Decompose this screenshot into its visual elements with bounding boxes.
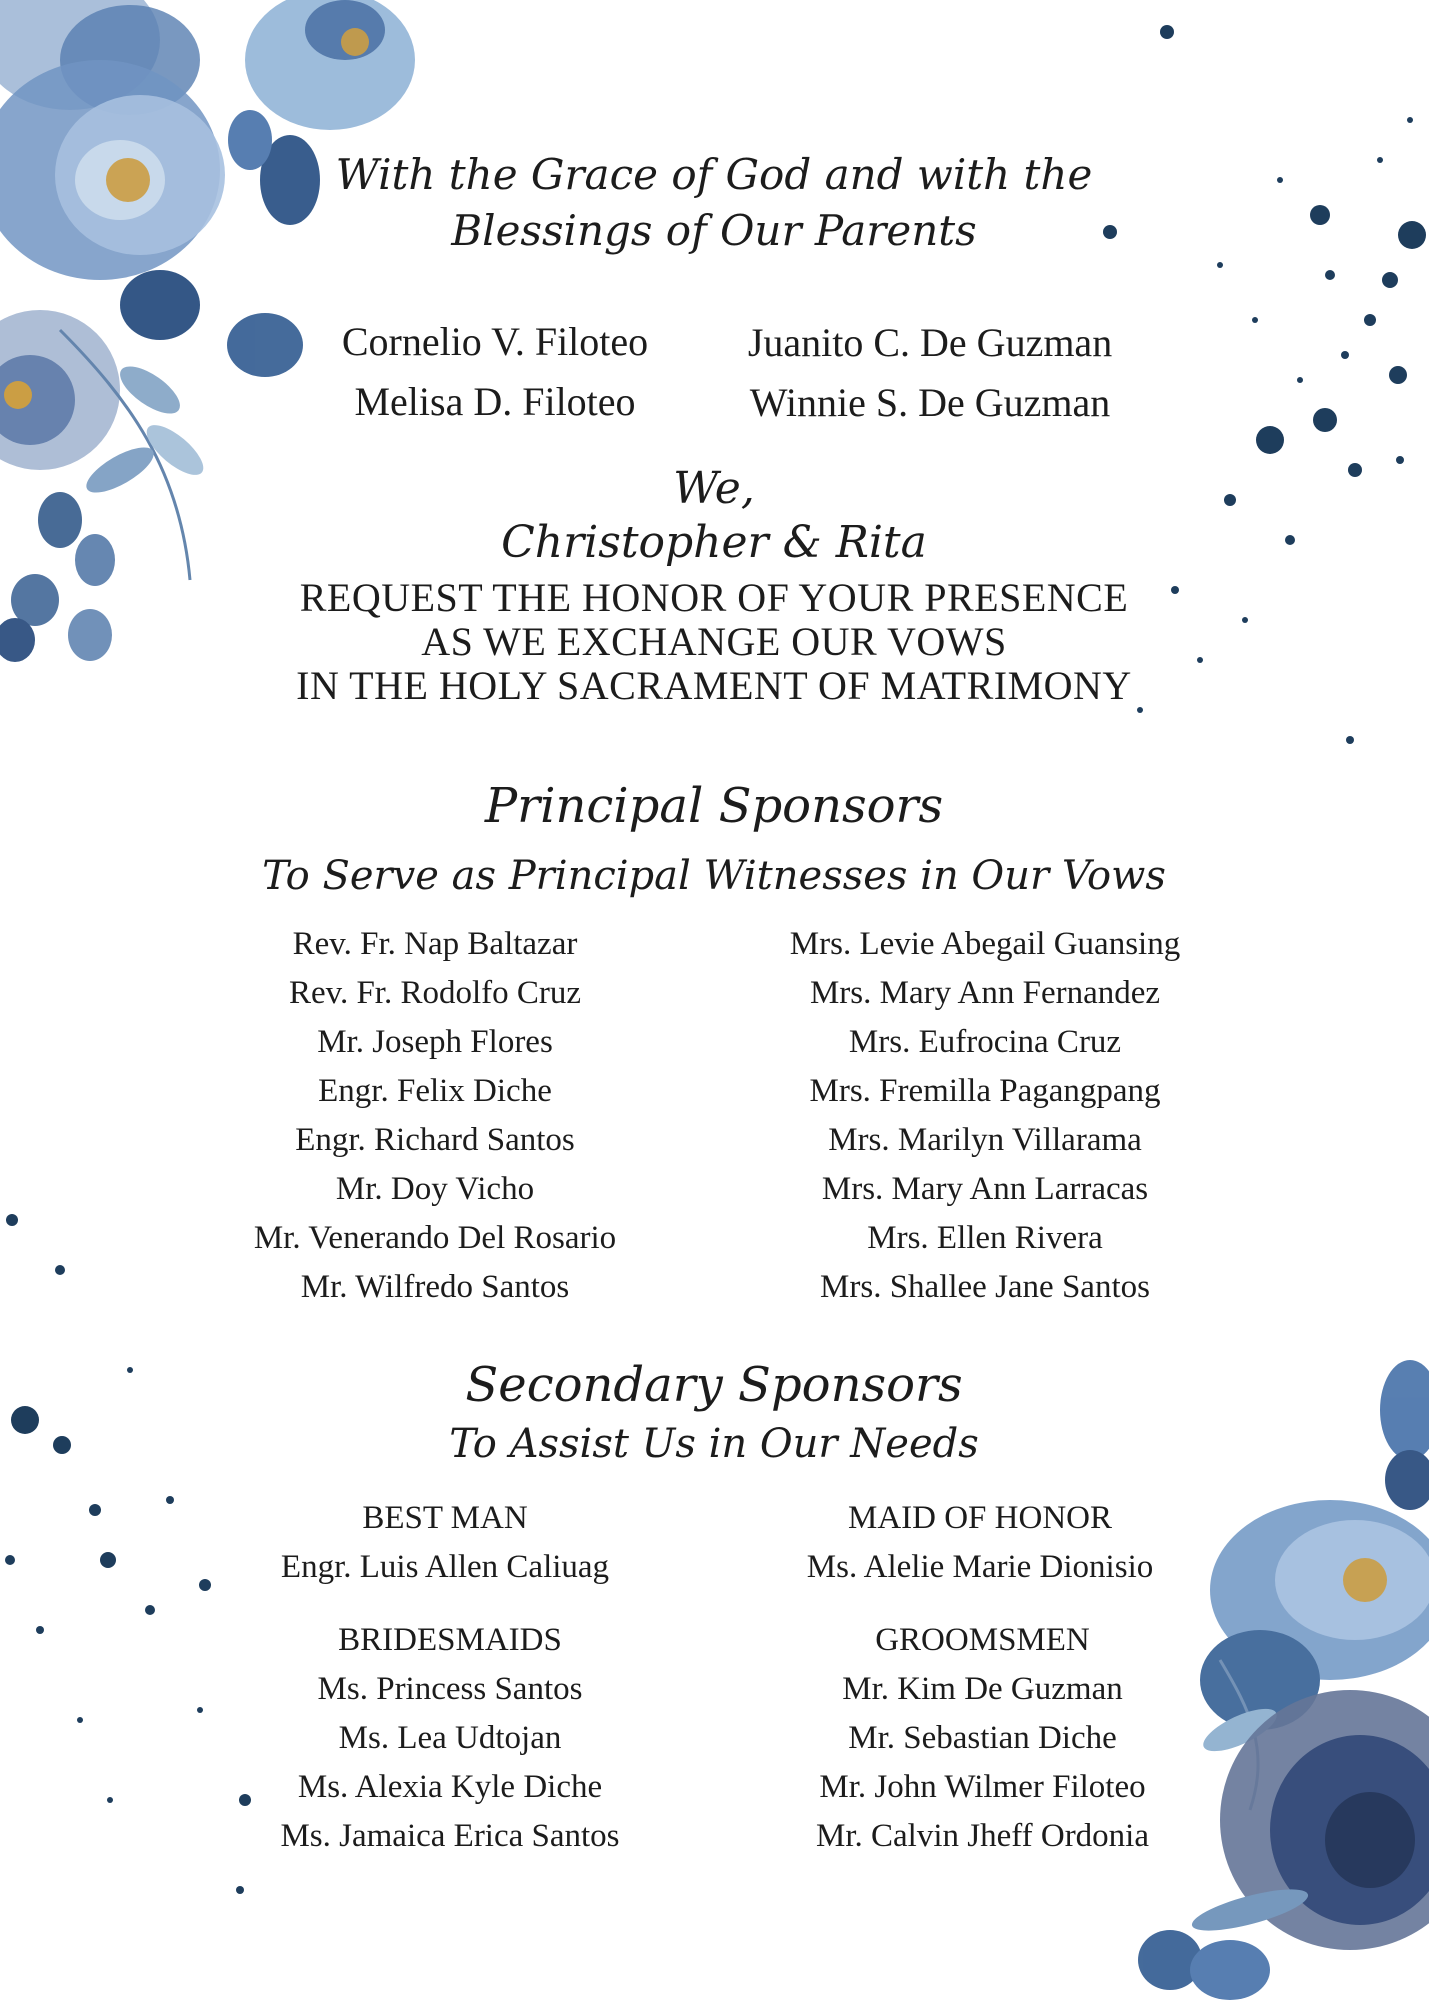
principal-sponsors-left xyxy=(210,920,660,1312)
sponsor-name: Mrs. Mary Ann Fernandez xyxy=(809,975,1161,1011)
greeting-line-2: Blessings of Our Parents xyxy=(451,206,977,255)
sponsor-name: Ms. Alelie Marie Dionisio xyxy=(806,1549,1154,1585)
parent-name: Cornelio V. Filoteo xyxy=(341,319,649,364)
sponsor-name: Mrs. Shallee Jane Santos xyxy=(820,1269,1150,1305)
parent-name: Juanito C. De Guzman xyxy=(747,320,1113,365)
maid-of-honor xyxy=(760,1494,1200,1592)
sponsor-name: Mr. Calvin Jheff Ordonia xyxy=(815,1818,1149,1854)
request-line-2: AS WE EXCHANGE OUR VOWS xyxy=(421,619,1007,664)
couple xyxy=(314,462,1114,570)
groomsmen xyxy=(760,1616,1205,1861)
sponsor-name: Mrs. Mary Ann Larracas xyxy=(821,1171,1149,1207)
secondary-sponsors-subtitle: To Assist Us in Our Needs xyxy=(449,1421,979,1467)
principal-sponsors-right xyxy=(750,920,1220,1312)
sponsor-name: Rev. Fr. Rodolfo Cruz xyxy=(288,975,582,1011)
sponsor-name: Ms. Princess Santos xyxy=(317,1671,583,1707)
request-line-1: REQUEST THE HONOR OF YOUR PRESENCE xyxy=(299,575,1129,620)
parents-right xyxy=(720,313,1140,433)
sponsor-name: Mr. Doy Vicho xyxy=(335,1171,535,1207)
role-label: GROOMSMEN xyxy=(875,1622,1090,1658)
couple-names: Christopher & Rita xyxy=(501,517,927,568)
sponsor-name: Mrs. Marilyn Villarama xyxy=(828,1122,1142,1158)
sponsor-name: Ms. Lea Udtojan xyxy=(338,1720,562,1756)
greeting-line-1: With the Grace of God and with the xyxy=(335,150,1093,199)
role-label: BRIDESMAIDS xyxy=(338,1622,562,1658)
sponsor-name: Mrs. Eufrocina Cruz xyxy=(848,1024,1122,1060)
request-text xyxy=(214,576,1214,708)
sponsor-name: Mr. Kim De Guzman xyxy=(842,1671,1123,1707)
bridesmaids xyxy=(235,1616,665,1861)
sponsor-name: Mr. John Wilmer Filoteo xyxy=(819,1769,1146,1805)
sponsor-name: Mr. Sebastian Diche xyxy=(848,1720,1117,1756)
sponsor-name: Rev. Fr. Nap Baltazar xyxy=(292,926,578,962)
principal-sponsors-subtitle: To Serve as Principal Witnesses in Our Vows xyxy=(262,853,1166,899)
role-label: BEST MAN xyxy=(362,1500,528,1536)
sponsor-name: Mrs. Fremilla Pagangpang xyxy=(809,1073,1161,1109)
parent-name: Melisa D. Filoteo xyxy=(354,379,636,424)
sponsor-name: Mr. Wilfredo Santos xyxy=(300,1269,570,1305)
sponsor-name: Mr. Joseph Flores xyxy=(317,1024,553,1060)
sponsor-name: Engr. Felix Diche xyxy=(318,1073,552,1109)
request-line-3: IN THE HOLY SACRAMENT OF MATRIMONY xyxy=(296,663,1132,708)
greeting xyxy=(214,147,1214,259)
sponsor-name: Mrs. Ellen Rivera xyxy=(867,1220,1103,1256)
sponsor-name: Mr. Venerando Del Rosario xyxy=(253,1220,617,1256)
secondary-sponsors-title: Secondary Sponsors xyxy=(465,1357,963,1413)
role-label: MAID OF HONOR xyxy=(847,1500,1113,1536)
sponsor-name: Mrs. Levie Abegail Guansing xyxy=(789,926,1181,962)
parents-left xyxy=(290,312,700,432)
sponsor-name: Ms. Jamaica Erica Santos xyxy=(280,1818,620,1854)
sponsor-name: Engr. Luis Allen Caliuag xyxy=(280,1549,610,1585)
parent-name: Winnie S. De Guzman xyxy=(749,380,1111,425)
best-man xyxy=(230,1494,660,1592)
sponsor-name: Engr. Richard Santos xyxy=(295,1122,575,1158)
sponsor-name: Ms. Alexia Kyle Diche xyxy=(297,1769,603,1805)
principal-sponsors-title: Principal Sponsors xyxy=(484,778,944,834)
we-label: We, xyxy=(673,463,755,514)
